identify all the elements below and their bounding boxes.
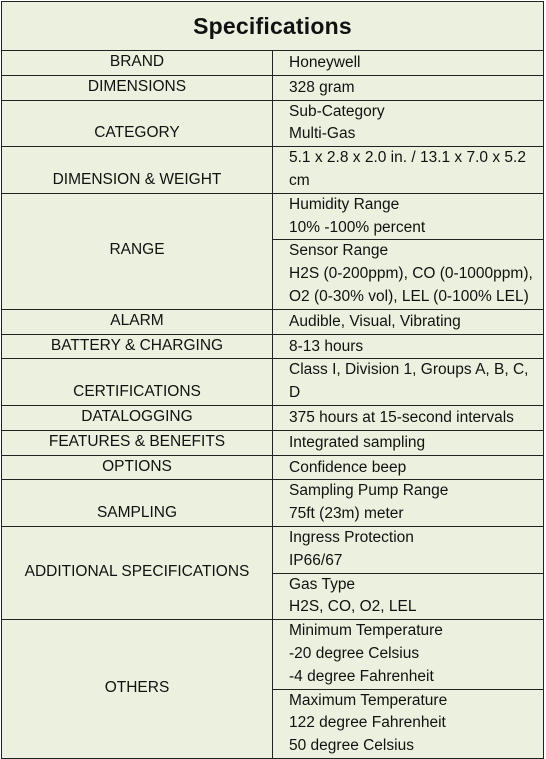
row-value-ingress — [273, 526, 544, 573]
row-value-sampling — [273, 480, 544, 527]
row-label-sampling: SAMPLING — [2, 480, 273, 527]
row-label-datalogging: DATALOGGING — [2, 405, 273, 430]
row-value-sensor — [273, 240, 544, 309]
table-row-battery — [2, 334, 544, 359]
sampling-subheading: Sampling Pump Range — [289, 482, 449, 500]
row-value-gas-type — [273, 573, 544, 620]
row-value-certifications: Class I, Division 1, Groups A, B, C, D — [273, 359, 544, 406]
min-temp-fahrenheit: -4 degree Fahrenheit — [289, 667, 434, 685]
table-title: Specifications — [2, 2, 544, 51]
max-temp-celsius: 50 degree Celsius — [289, 737, 414, 755]
table-row-options — [2, 455, 544, 480]
min-temp-celsius: -20 degree Celsius — [289, 644, 420, 662]
row-label-options: OPTIONS — [2, 455, 273, 480]
row-value-brand: Honeywell — [273, 51, 544, 76]
row-value-datalogging: 375 hours at 15-second intervals — [273, 405, 544, 430]
row-value-min-temperature — [273, 620, 544, 689]
table-row-additional-ingress — [2, 526, 544, 573]
humidity-value: 10% -100% percent — [289, 218, 426, 236]
table-row-others-min — [2, 620, 544, 689]
row-label-brand: BRAND — [2, 51, 273, 76]
row-value-max-temperature — [273, 689, 544, 758]
table-row-range-humidity — [2, 193, 544, 240]
table-row-certifications — [2, 359, 544, 406]
row-label-certifications: CERTIFICATIONS — [2, 359, 273, 406]
row-value-battery: 8-13 hours — [273, 334, 544, 359]
title-row — [2, 2, 544, 51]
table-row-dimension-weight — [2, 147, 544, 194]
row-label-others: OTHERS — [2, 620, 273, 759]
row-value-features: Integrated sampling — [273, 430, 544, 455]
row-label-range: RANGE — [2, 193, 273, 309]
row-value-dimensions: 328 gram — [273, 75, 544, 100]
table-row-features — [2, 430, 544, 455]
gas-type-value: H2S, CO, O2, LEL — [289, 598, 417, 616]
max-temp-fahrenheit: 122 degree Fahrenheit — [289, 714, 446, 732]
row-value-category — [273, 100, 544, 147]
table-row-datalogging — [2, 405, 544, 430]
row-value-options: Confidence beep — [273, 455, 544, 480]
row-label-alarm: ALARM — [2, 309, 273, 334]
row-label-additional: ADDITIONAL SPECIFICATIONS — [2, 526, 273, 619]
sampling-value: 75ft (23m) meter — [289, 505, 404, 523]
humidity-subheading: Humidity Range — [289, 195, 400, 213]
row-label-dimension-weight: DIMENSION & WEIGHT — [2, 147, 273, 194]
table-row-brand — [2, 51, 544, 76]
row-value-alarm: Audible, Visual, Vibrating — [273, 309, 544, 334]
sensor-value: H2S (0-200ppm), CO (0-1000ppm), O2 (0-30% vol), LEL (0-100% LEL) — [289, 265, 533, 305]
row-label-features: FEATURES & BENEFITS — [2, 430, 273, 455]
row-value-humidity — [273, 193, 544, 240]
specifications-table — [1, 1, 544, 759]
table-row-alarm — [2, 309, 544, 334]
row-label-category: CATEGORY — [2, 100, 273, 147]
ingress-subheading: Ingress Protection — [289, 528, 414, 546]
table-row-dimensions — [2, 75, 544, 100]
max-temp-subheading: Maximum Temperature — [289, 691, 448, 709]
min-temp-subheading: Minimum Temperature — [289, 622, 443, 640]
sensor-subheading: Sensor Range — [289, 242, 389, 260]
gas-type-subheading: Gas Type — [289, 575, 356, 593]
row-value-dimension-weight: 5.1 x 2.8 x 2.0 in. / 13.1 x 7.0 x 5.2 cm — [273, 147, 544, 194]
category-value: Multi-Gas — [289, 125, 356, 143]
row-label-battery: BATTERY & CHARGING — [2, 334, 273, 359]
row-label-dimensions: DIMENSIONS — [2, 75, 273, 100]
category-subheading: Sub-Category — [289, 102, 385, 120]
table-row-category — [2, 100, 544, 147]
ingress-value: IP66/67 — [289, 551, 343, 569]
table-row-sampling — [2, 480, 544, 527]
